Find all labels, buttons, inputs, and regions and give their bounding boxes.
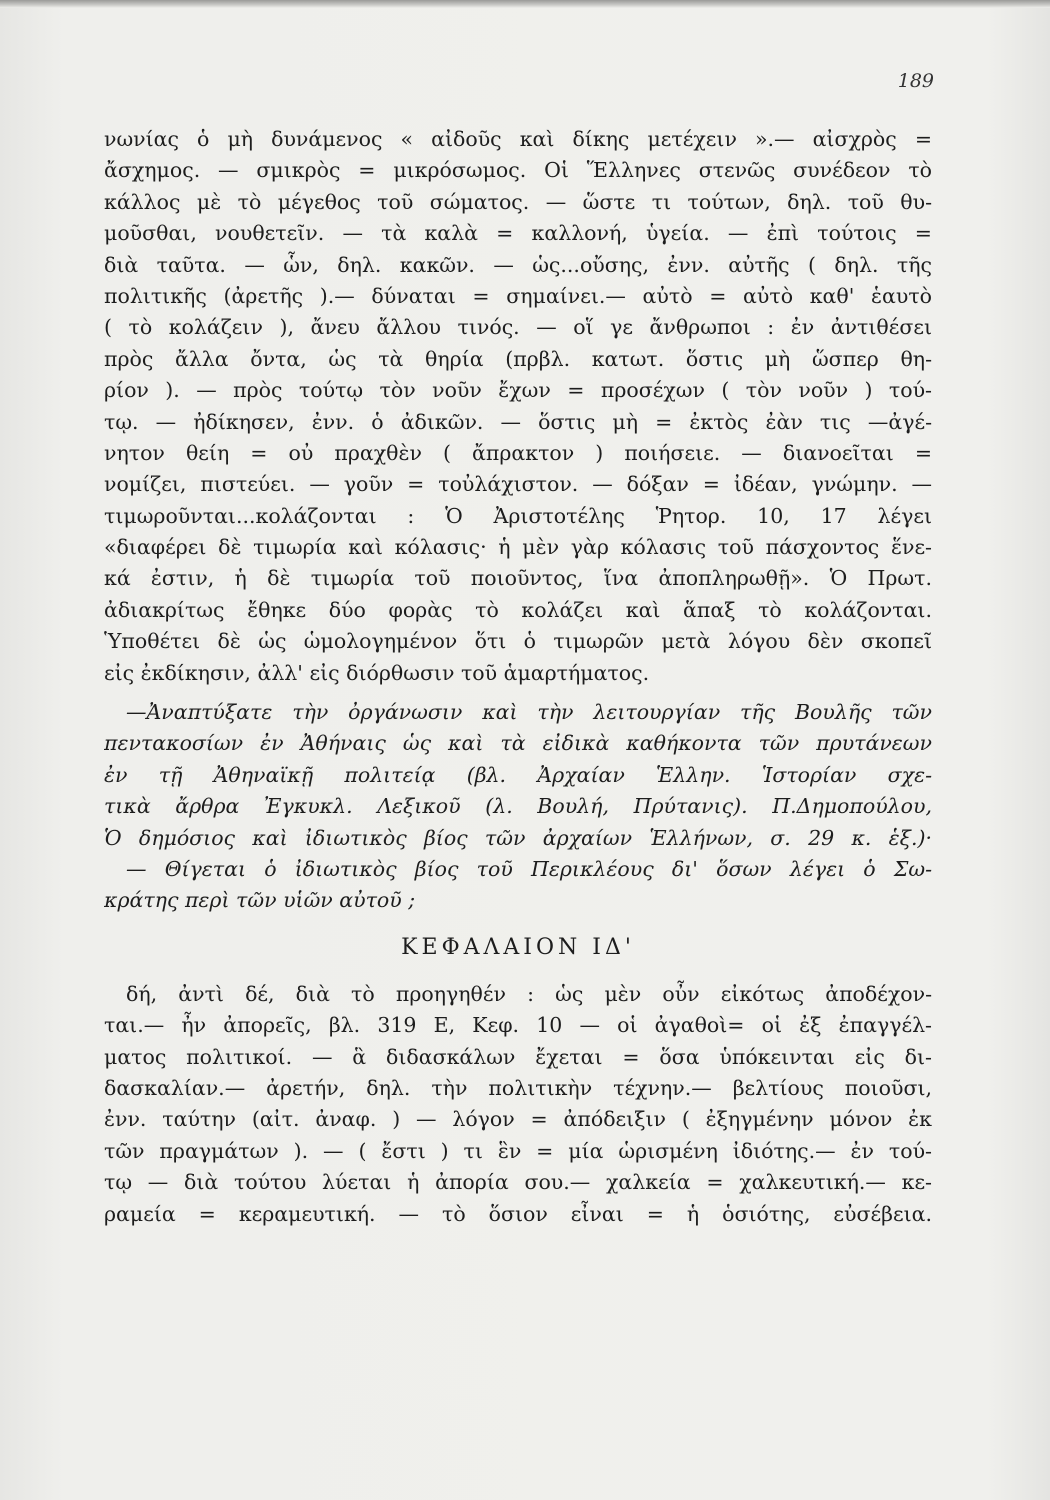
text-line: ραμεία = κεραμευτική. — τὸ ὅσιον εἶναι = ἡ ὁσιότης, εὐσέβεια. — [104, 1201, 932, 1226]
spacer — [104, 689, 932, 697]
text-line: Ὑποθέτει δὲ ὡς ὡμολογημένον ὅτι ὁ τιμωρῶν μετὰ λόγου δὲν σκοπεῖ — [104, 629, 932, 654]
text-line: ματος πολιτικοί. — ἃ διδασκάλων ἔχεται = ὅσα ὑπόκεινται εἰς δι- — [104, 1044, 932, 1069]
text-line: δασκαλίαν.— ἀρετήν, δηλ. τὴν πολιτικὴν τέχνην.— βελτίους ποιοῦσι, — [104, 1075, 932, 1100]
text-line: διὰ ταῦτα. — ὧν, δηλ. κακῶν. — ὡς...οὔσης, ἐνν. αὐτῆς ( δηλ. τῆς — [104, 252, 932, 277]
text-line: κάλλος μὲ τὸ μέγεθος τοῦ σώματος. — ὥστε τι τούτων, δηλ. τοῦ θυ- — [104, 189, 932, 214]
spacer — [104, 965, 932, 979]
page-number: 189 — [897, 70, 934, 92]
text-line: νωνίας ὁ μὴ δυνάμενος « αἰδοῦς καὶ δίκης μετέχειν ».— αἰσχρὸς = — [104, 127, 932, 151]
text-line: τῳ. — ἠδίκησεν, ἐνν. ὁ ἀδικῶν. — ὅστις μὴ = ἐκτὸς ἐὰν τις —ἀγέ- — [104, 409, 932, 434]
text-line: ἄσχημος. — σμικρὸς = μικρόσωμος. Οἱ Ἕλληνες στενῶς συνέδεον τὸ — [104, 158, 932, 183]
text-line: τῶν πραγμάτων ). — ( ἔστι ) τι ἓν = μία ὡρισμένη ἰδιότης.— ἐν τού- — [104, 1138, 932, 1163]
chapter-commentary-block — [104, 979, 932, 1230]
text-line: «διαφέρει δὲ τιμωρία καὶ κόλασις· ἡ μὲν γὰρ κόλασις τοῦ πάσχοντος ἕνε- — [104, 535, 932, 560]
exercise-line: κράτης περὶ τῶν υἱῶν αὐτοῦ ; — [104, 888, 416, 913]
text-line: μοῦσθαι, νουθετεῖν. — τὰ καλὰ = καλλονή, ὑγεία. — ἐπὶ τούτοις = — [104, 221, 932, 246]
scan-top-edge — [0, 0, 1050, 8]
text-line: τιμωροῦνται...κολάζονται : Ὁ Ἀριστοτέλης Ῥητορ. 10, 17 λέγει — [104, 503, 932, 528]
text-line: ται.— ἦν ἀπορεῖς, βλ. 319 Ε, Κεφ. 10 — οἱ ἀγαθοὶ= οἱ ἐξ ἐπαγγέλ- — [104, 1013, 932, 1038]
exercise-line: τικὰ ἄρθρα Ἐγκυκλ. Λεξικοῦ (λ. Βουλή, Πρύτανις). Π.Δημοπούλου, — [104, 794, 932, 819]
commentary-block — [104, 124, 932, 689]
exercise-line: πεντακοσίων ἐν Ἀθήναις ὡς καὶ τὰ εἰδικὰ καθήκοντα τῶν πρυτάνεων — [104, 731, 932, 756]
exercise-block — [104, 697, 932, 917]
text-line: εἰς ἐκδίκησιν, ἀλλ' εἰς διόρθωσιν τοῦ ἁμαρτήματος. — [104, 660, 650, 685]
text-line: ρίον ). — πρὸς τούτῳ τὸν νοῦν ἔχων = προσέχων ( τὸν νοῦν ) τού- — [104, 378, 932, 403]
exercise-line: —Ἀναπτύξατε τὴν ὀργάνωσιν καὶ τὴν λειτουργίαν τῆς Βουλῆς τῶν — [126, 700, 932, 725]
text-line: πρὸς ἄλλα ὄντα, ὡς τὰ θηρία (πρβλ. κατωτ. ὅστις μὴ ὥσπερ θη- — [104, 346, 932, 371]
text-line: τῳ — διὰ τούτου λύεται ἡ ἀπορία σου.— χαλκεία = χαλκευτική.— κε- — [104, 1170, 932, 1195]
chapter-heading: ΚΕΦΑΛΑΙΟΝ ΙΔ' — [401, 934, 635, 960]
text-line: ἀδιακρίτως ἔθηκε δύο φορὰς τὸ κολάζει καὶ ἅπαξ τὸ κολάζονται. — [104, 597, 932, 622]
exercise-line: — Θίγεται ὁ ἰδιωτικὸς βίος τοῦ Περικλέους δι' ὅσων λέγει ὁ Σω- — [126, 856, 932, 881]
text-line: πολιτικῆς (ἀρετῆς ).— δύναται = σημαίνει.— αὐτὸ = αὐτὸ καθ' ἑαυτὸ — [104, 283, 932, 308]
spacer — [104, 917, 932, 931]
text-line: ἐνν. ταύτην (αἰτ. ἀναφ. ) — λόγον = ἀπόδειξιν ( ἐξηγμένην μόνον ἐκ — [104, 1107, 932, 1132]
text-line: νητον θείη = οὐ πραχθὲν ( ἄπρακτον ) ποιήσειε. — διανοεῖται = — [104, 440, 932, 465]
text-line: ( τὸ κολάζειν ), ἄνευ ἄλλου τινός. — οἵ γε ἄνθρωποι : ἐν ἀντιθέσει — [104, 315, 932, 340]
text-line: δή, ἀντὶ δέ, διὰ τὸ προηγηθέν : ὡς μὲν οὖν εἰκότως ἀποδέχον- — [126, 981, 932, 1006]
page-text — [104, 124, 932, 1230]
exercise-line: ἐν τῇ Ἀθηναϊκῇ πολιτείᾳ (βλ. Ἀρχαίαν Ἑλλην. Ἱστορίαν σχε- — [104, 762, 932, 787]
text-line: κά ἐστιν, ἡ δὲ τιμωρία τοῦ ποιοῦντος, ἵνα ἀποπληρωθῇ». Ὁ Πρωτ. — [104, 566, 932, 591]
exercise-line: Ὁ δημόσιος καὶ ἰδιωτικὸς βίος τῶν ἀρχαίων Ἑλλήνων, σ. 29 κ. ἑξ.)· — [104, 825, 932, 850]
text-line: νομίζει, πιστεύει. — γοῦν = τοὐλάχιστον. — δόξαν = ἰδέαν, γνώμην. — — [104, 472, 932, 497]
